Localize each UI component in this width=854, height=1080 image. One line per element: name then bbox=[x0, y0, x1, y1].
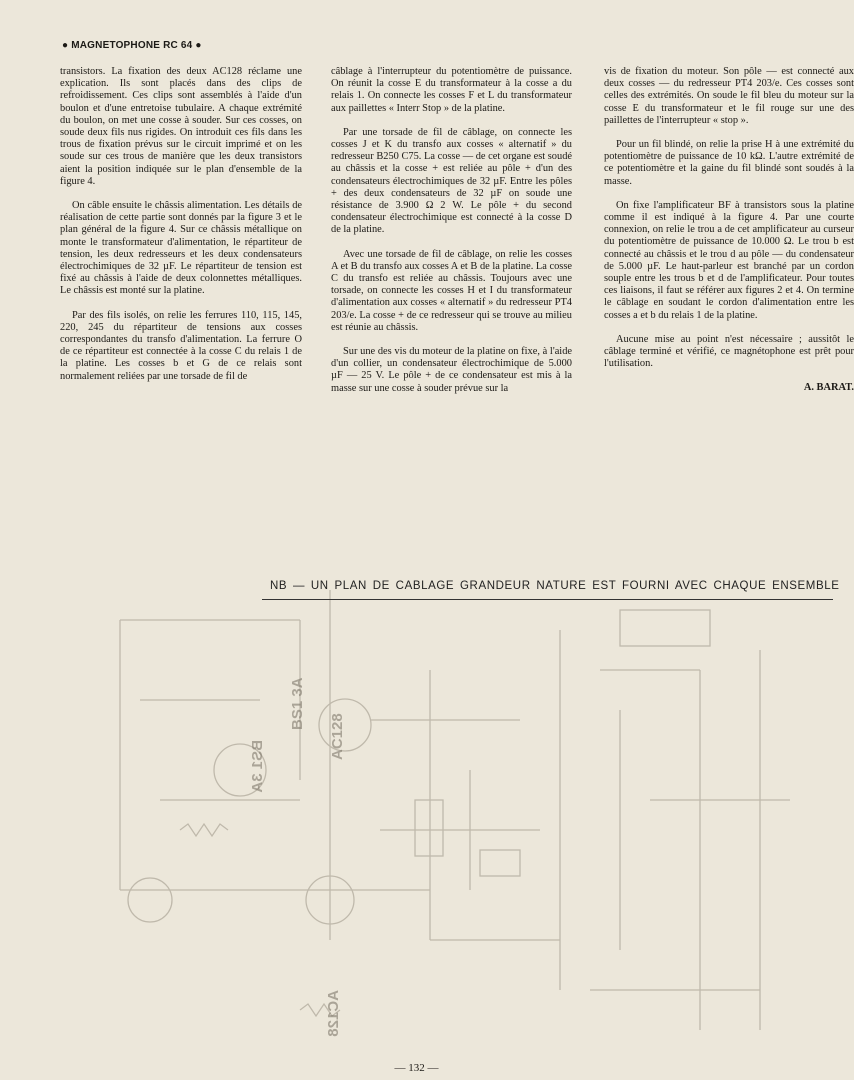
figure-label-bs13a-1: BS1 3A bbox=[249, 740, 266, 793]
page-header: ● MAGNETOPHONE RC 64 ● bbox=[62, 40, 202, 51]
paragraph: Pour un fil blindé, on relie la prise H à une extrémité du potentiomètre de puissance de 10 kΩ. L'autre extrémité de ce potentiomètre et la gaine du fil blindé sont soudés à la masse. bbox=[604, 139, 854, 187]
paragraph: Par des fils isolés, on relie les ferrures 110, 115, 145, 220, 245 du répartiteur de tensions aux cosses correspondantes du transfo d'alimentation. La ferrure O de ce répartiteur est connectée à la cosse C du relais 1 de la platine. Les cosses b et G de ce relais sont normalement reliées par une torsade de fil de bbox=[60, 309, 302, 382]
paragraph: Avec une torsade de fil de câblage, on relie les cosses A et B du transfo aux cosses A et B de la platine. La cosse C du transfo est reliée au châssis. Toujours avec une torsade, on connecte les cosses H et I du transformateur d'alimentation aux cosses « alternatif » du redresseur PT4 203/e. La cosse + de ce redresseur qui se trouve au milieu est réunie au châssis. bbox=[331, 248, 572, 333]
page-number: — 132 — bbox=[394, 1062, 439, 1074]
faint-wiring-schematic bbox=[0, 470, 833, 1060]
figure-label-ac128-1: AC128 bbox=[329, 713, 346, 760]
figure-label-bs13a-2: BS1 3A bbox=[289, 677, 306, 730]
figure-label-ac128-2: AC128 bbox=[325, 990, 342, 1037]
text-column-2 bbox=[331, 66, 572, 407]
text-column-3 bbox=[604, 66, 854, 395]
paragraph: Sur une des vis du moteur de la platine on fixe, à l'aide d'un collier, un condensateur électrochimique de 5.000 µF — 25 V. Le pôle + de ce condensateur est mis à la masse sur une cosse à souder prévue sur la bbox=[331, 346, 572, 394]
author-signature: A. BARAT. bbox=[803, 382, 854, 394]
paragraph: transistors. La fixation des deux AC128 réclame une explication. Ils sont placés dans des clips de refroidissement. Ces clips sont assemblés à l'aide d'un boulon et d'une entretoise tubulaire. A chaque extrémité du boulon, on met une cosse à souder. Sur ces cosses, on soude deux fils nus rigides. On introduit ces fils dans les trous de fixation prévus sur le circuit imprimé et on les soude sur ces trous de manière que les deux transistors aient la position indiquée sur le plan d'ensemble de la figure 4. bbox=[60, 66, 302, 187]
paragraph: On câble ensuite le châssis alimentation. Les détails de réalisation de cette partie sont donnés par la figure 3 et le plan général de la figure 4. Sur ce châssis métallique on monte le transformateur d'alimentation, le répartiteur de tension, les deux redresseurs et les deux condensateurs électrochimiques de 32 µF. Le répartiteur de tension est fixé au châssis à l'aide de deux colonnettes métalliques. Le châssis est monté sur la platine. bbox=[60, 200, 302, 297]
paragraph: Par une torsade de fil de câblage, on connecte les cosses J et K du transfo aux cosses « alternatif » du redresseur B250 C75. La cosse — de cet organe est soudé au châssis et la cosse + est reliée au pôle + d'un des condensateurs électrochimiques de 32 µF. Entre les pôles + des deux condensateurs de 32 µF on soude une résistance de 3.900 Ω 2 W. Le pôle + du second condensateur électrochimique est connecté à la cosse D de la platine. bbox=[331, 126, 572, 236]
text-column-1 bbox=[60, 66, 302, 395]
paragraph: On fixe l'amplificateur BF à transistors sous la platine comme il est indiqué à la figure 4. Par une courte connexion, on relie le trou a de cet amplificateur au curseur du potentiomètre de puissance de 10.000 Ω. Le trou b est connecté au châssis et le trou d au pôle — du condensateur de 5.000 µF. Le haut-parleur est branché par un cordon souple entre les trous b et d de l'amplificateur. Pour toutes ces liaisons, il faut se référer aux figures 2 et 4. On termine le câblage en soudant le cordon d'alimentation entre les cosses a et b du relais 1 de la platine. bbox=[604, 199, 854, 321]
note-divider bbox=[262, 599, 833, 600]
paragraph: vis de fixation du moteur. Son pôle — est connecté aux deux cosses — du redresseur PT4 203/e. Ces cosses sont celles des extrémités. On soude le fil bleu du moteur sur la cosse E du transformateur et le fil rouge sur une des paillettes de l'interrupteur « stop ». bbox=[604, 66, 854, 126]
paragraph: Aucune mise au point n'est nécessaire ; aussitôt le câblage terminé et vérifié, ce magnétophone est prêt pour l'utilisation. bbox=[604, 333, 854, 370]
wiring-plan-note: NB — UN PLAN DE CABLAGE GRANDEUR NATURE EST FOURNI AVEC CHAQUE ENSEMBLE bbox=[270, 580, 840, 592]
paragraph: câblage à l'interrupteur du potentiomètre de puissance. On réunit la cosse E du transformateur à la cosse a du relais 1. On connecte les cosses F et L du transformateur aux paillettes « Interr Stop » de la platine. bbox=[331, 66, 572, 114]
